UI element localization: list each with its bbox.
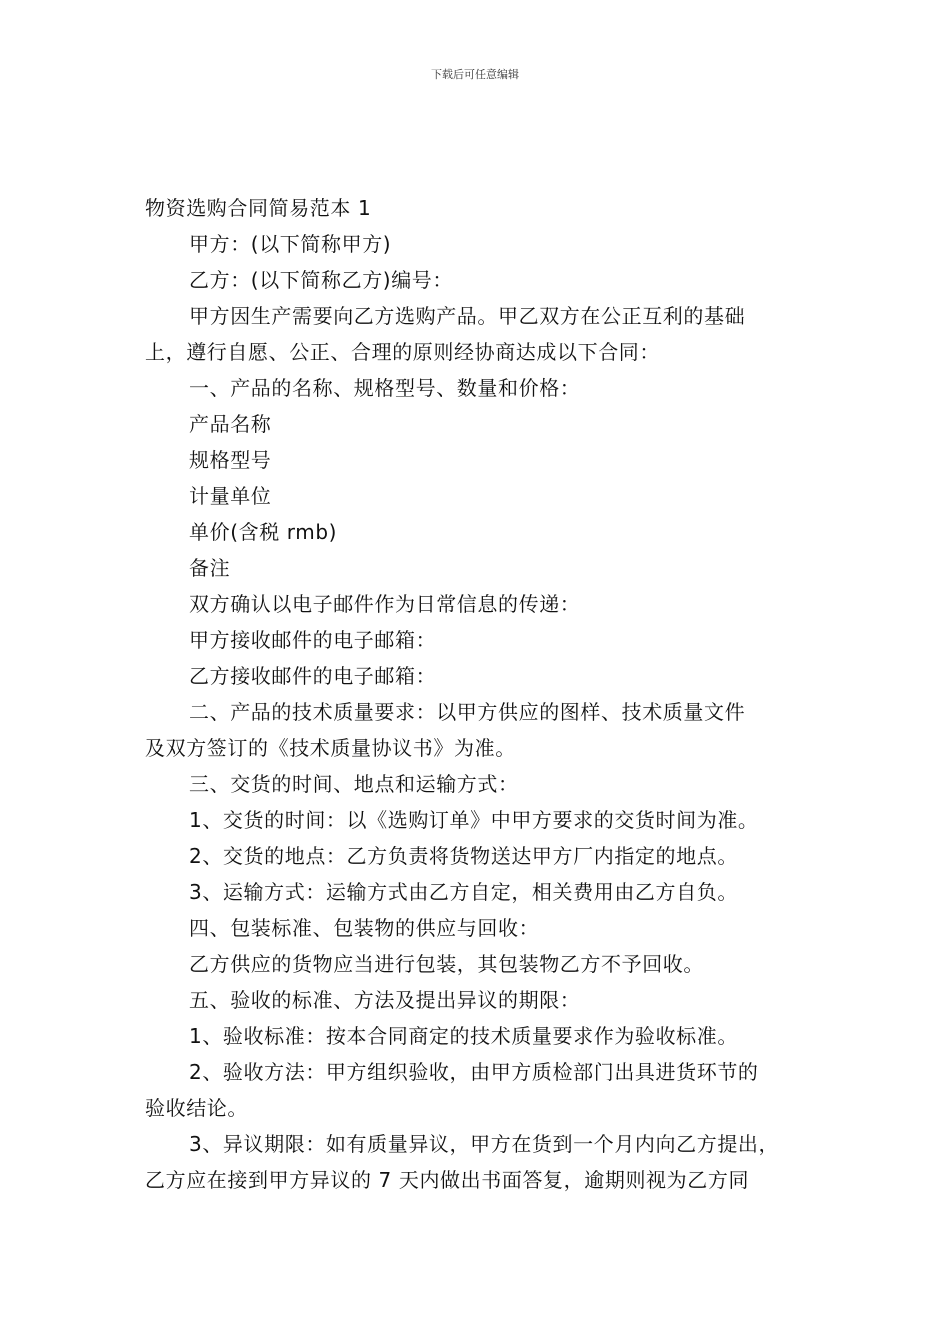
paragraph-line: 2、验收方法：甲方组织验收，由甲方质检部门出具进货环节的	[189, 1060, 759, 1084]
paragraph-line: 五、验收的标准、方法及提出异议的期限：	[189, 988, 581, 1012]
paragraph-line: 乙方接收邮件的电子邮箱：	[189, 664, 437, 688]
paragraph-line: 甲方：(以下简称甲方)	[189, 232, 392, 256]
paragraph-line: 物资选购合同简易范本 1	[145, 196, 372, 220]
paragraph-line: 备注	[189, 556, 231, 580]
paragraph-line: 产品名称	[189, 412, 272, 436]
paragraph-line: 甲方因生产需要向乙方选购产品。甲乙双方在公正互利的基础	[189, 304, 746, 328]
paragraph-line: 计量单位	[189, 484, 272, 508]
paragraph-line: 验收结论。	[145, 1096, 248, 1120]
paragraph-line: 一、产品的名称、规格型号、数量和价格：	[189, 376, 581, 400]
paragraph-line: 乙方供应的货物应当进行包装，其包装物乙方不予回收。	[189, 952, 704, 976]
paragraph-line: 上，遵行自愿、公正、合理的原则经协商达成以下合同：	[145, 340, 660, 364]
paragraph-line: 规格型号	[189, 448, 272, 472]
paragraph-line: 2、交货的地点：乙方负责将货物送达甲方厂内指定的地点。	[189, 844, 738, 868]
paragraph-line: 及双方签订的《技术质量协议书》为准。	[145, 736, 516, 760]
paragraph-line: 乙方：(以下简称乙方)编号：	[189, 268, 454, 292]
paragraph-line: 单价(含税 rmb)	[189, 520, 338, 544]
paragraph-line: 1、验收标准：按本合同商定的技术质量要求作为验收标准。	[189, 1024, 738, 1048]
document-body	[145, 190, 810, 1198]
paragraph-line: 三、交货的时间、地点和运输方式：	[189, 772, 519, 796]
paragraph-line: 双方确认以电子邮件作为日常信息的传递：	[189, 592, 581, 616]
paragraph-line: 3、异议期限：如有质量异议，甲方在货到一个月内向乙方提出，	[189, 1132, 780, 1156]
paragraph-line: 二、产品的技术质量要求：以甲方供应的图样、技术质量文件	[189, 700, 746, 724]
paragraph-line: 甲方接收邮件的电子邮箱：	[189, 628, 437, 652]
paragraph-line: 3、运输方式：运输方式由乙方自定，相关费用由乙方自负。	[189, 880, 738, 904]
paragraph-line: 乙方应在接到甲方异议的 7 天内做出书面答复，逾期则视为乙方同	[145, 1168, 750, 1192]
paragraph-line: 四、包装标准、包装物的供应与回收：	[189, 916, 540, 940]
page-header-note: 下载后可任意编辑	[431, 68, 519, 81]
paragraph-line: 1、交货的时间：以《选购订单》中甲方要求的交货时间为准。	[189, 808, 759, 832]
